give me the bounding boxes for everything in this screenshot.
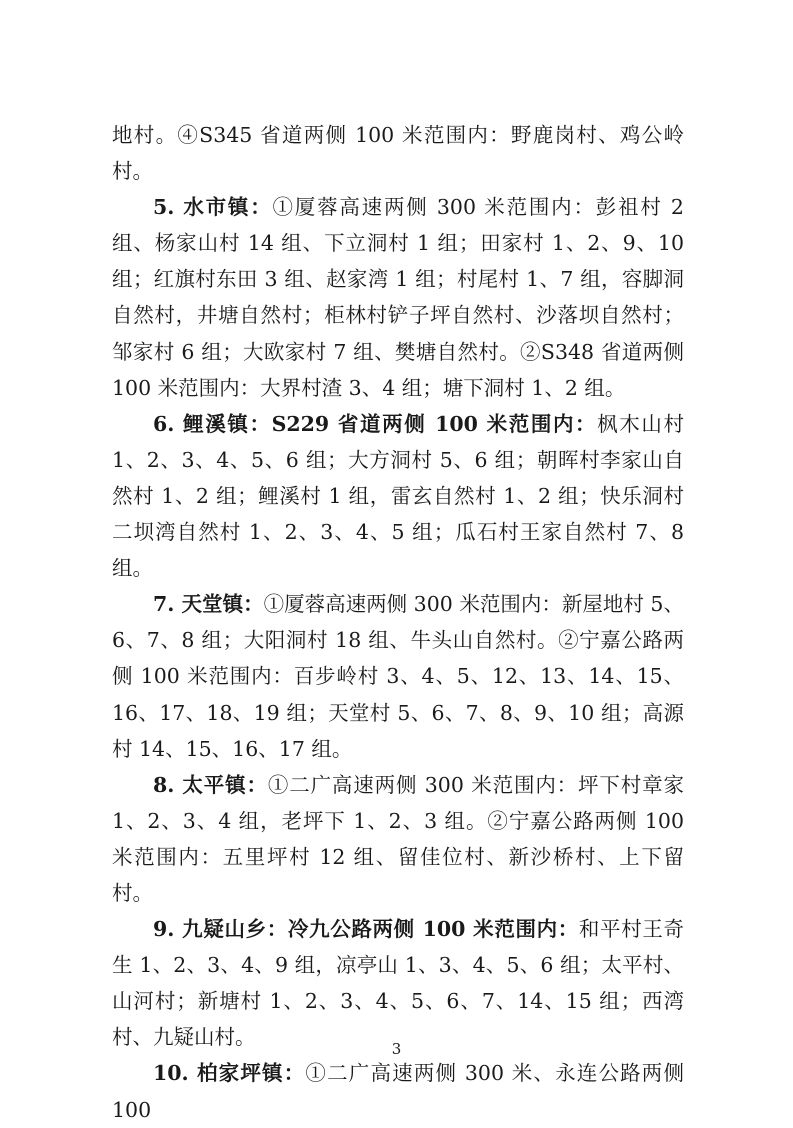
paragraph-lixi-town: [112, 406, 684, 586]
paragraph-text: ①厦蓉高速两侧 300 米范围内：彭祖村 2 组、杨家山村 14 组、下立洞村 1 组；田家村 1、2、9、10 组；红旗村东田 3 组、赵家湾 1 组；村尾村 1、7 组，容脚洞自然村，井塘自然村；柜林村铲子坪自然村、沙落坝自然村；邹家村 6 组；大欧家村 7 组、樊塘自然村。②S348 省道两侧 100 米范围内：大界村渣 3、4 组；塘下洞村 1、2 组。: [112, 195, 684, 400]
paragraph-text: 地村。④S345 省道两侧 100 米范围内：野鹿岗村、鸡公岭村。: [112, 123, 684, 184]
paragraph-text: ①二广高速两侧 300 米范围内：坪下村章家 1、2、3、4 组，老坪下 1、2、3 组。②宁嘉公路两侧 100 米范围内：五里坪村 12 组、留佳位村、新沙桥村、上下留村。: [112, 772, 684, 905]
paragraph-lead: 7. 天堂镇：: [153, 592, 264, 617]
paragraph-lead: 9. 九疑山乡：冷九公路两侧 100 米范围内：: [153, 917, 579, 942]
paragraph-lead: 5. 水市镇：: [153, 195, 273, 220]
paragraph-baijiaping-town: [112, 1055, 684, 1127]
paragraph-tiantang-town: [112, 586, 684, 766]
paragraph-continued: [112, 117, 684, 189]
paragraph-text: ①二广高速两侧 300 米、永连公路两侧 100: [112, 1061, 684, 1122]
paragraph-taiping-town: [112, 767, 684, 911]
paragraph-lead: 8. 太平镇：: [153, 772, 268, 797]
document-body: [112, 117, 684, 1128]
paragraph-shuishi-town: [112, 189, 684, 406]
paragraph-lead: 10. 柏家坪镇：: [153, 1061, 306, 1086]
paragraph-jiuyishan-township: [112, 911, 684, 1055]
paragraph-text: 枫木山村 1、2、3、4、5、6 组；大方洞村 5、6 组；朝晖村李家山自然村 1、2 组；鲤溪村 1 组，雷玄自然村 1、2 组；快乐洞村二坝湾自然村 1、2、3、4、5 组；瓜石村王家自然村 7、8 组。: [112, 411, 684, 581]
paragraph-text: ①厦蓉高速两侧 300 米范围内：新屋地村 5、6、7、8 组；大阳洞村 18 组、牛头山自然村。②宁嘉公路两侧 100 米范围内：百步岭村 3、4、5、12、13、14、15、16、17、18、19 组；天堂村 5、6、7、8、9、10 组；高源村 14、15、16、17 组。: [112, 592, 684, 761]
paragraph-text: 和平村王奇生 1、2、3、4、9 组，凉亭山 1、3、4、5、6 组；太平村、山河村；新塘村 1、2、3、4、5、6、7、14、15 组；西湾村、九疑山村。: [112, 917, 684, 1050]
page-number: 3: [391, 1040, 402, 1058]
paragraph-lead: 6. 鲤溪镇：S229 省道两侧 100 米范围内：: [153, 411, 598, 436]
